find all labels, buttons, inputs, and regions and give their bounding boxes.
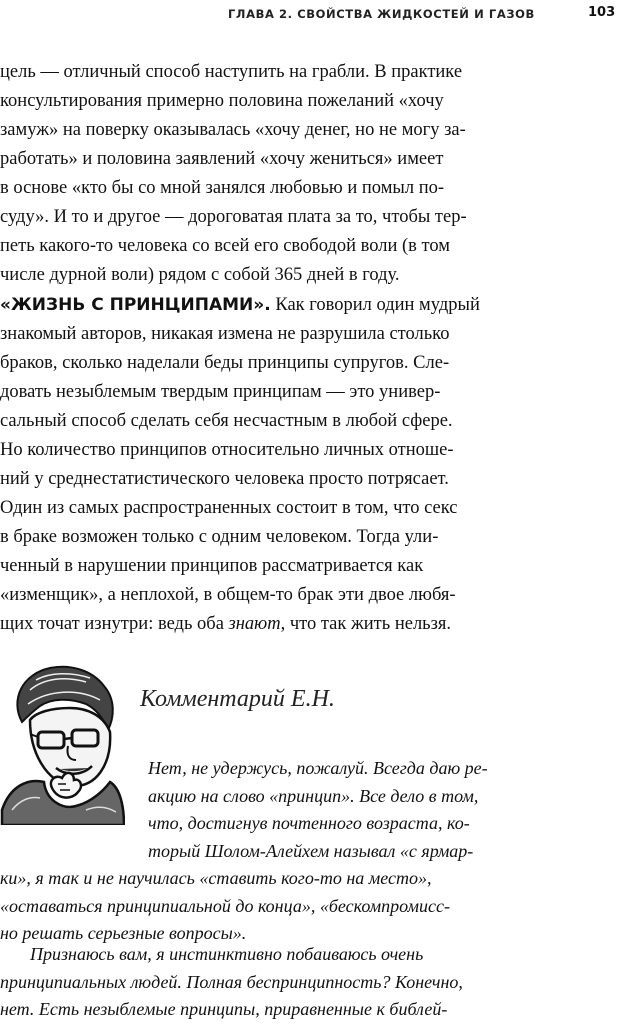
comment-paragraph-1: [0, 755, 545, 948]
comment-line: принципиальных людей. Полная беспринципность? Конечно,: [0, 971, 463, 992]
comment-heading: Комментарий Е.Н.: [140, 686, 335, 712]
comment-line: ки», я так и не научилась «ставить кого-то на место»,: [0, 868, 432, 888]
page-number: 103: [588, 5, 616, 20]
comment-line: Признаюсь вам, я инстинктивно побаиваюсь очень: [30, 944, 424, 964]
text-line: «изменщик», а неплохой, в общем-то брак эти двое любя-: [0, 585, 456, 605]
text-fragment: щих точат изнутри: ведь оба: [0, 614, 229, 634]
paragraph-1: [0, 58, 545, 290]
text-line: консультирования примерно половина пожеланий «хочу: [0, 91, 444, 111]
comment-line: «оставаться принципиальной до конца», «бескомпромисс-: [0, 895, 450, 916]
text-line: в основе «кто бы со мной занялся любовью и помыл по-: [0, 178, 445, 198]
text-line: [0, 291, 545, 320]
text-line: ченный в нарушении принципов рассматривается как: [0, 556, 424, 576]
comment-paragraph-2: [0, 941, 545, 1024]
text-line: числе дурной воли) рядом с собой 365 дней в году.: [0, 265, 400, 285]
comment-line: что, достигнув почтенного возраста, ко-: [148, 813, 470, 833]
text-line: браков, сколько наделали беды принципы супругов. Сле-: [0, 353, 450, 373]
comment-line: нет. Есть незыблемые принципы, приравненные к библей-: [0, 999, 448, 1019]
text-line: цель — отличный способ наступить на грабли. В практике: [0, 62, 463, 82]
text-line: в браке возможен только с одним человеком. Тогда ули-: [0, 527, 439, 547]
text-fragment: Как говорил один мудрый: [270, 295, 480, 315]
comment-line: акцию на слово «принцип». Все дело в том,: [148, 785, 479, 806]
chapter-title: ГЛАВА 2. СВОЙСТВА ЖИДКОСТЕЙ И ГАЗОВ: [228, 7, 535, 21]
paragraph-2: [0, 291, 545, 639]
text-line: петь какого-то человека со всей его свободой воли (в том: [0, 236, 450, 256]
text-fragment: , что так жить нельзя.: [280, 614, 452, 634]
text-line: работать» и половина заявлений «хочу жениться» имеет: [0, 149, 444, 169]
text-line: довать незыблемым твердым принципам — это универ-: [0, 382, 441, 402]
running-head: [0, 4, 620, 24]
text-line: Но количество принципов относительно личных отноше-: [0, 440, 454, 460]
comment-line: торый Шолом-Алейхем называл «с ярмар-: [148, 840, 474, 861]
text-line: замуж» на поверку оказывалась «хочу денег, но не могу за-: [0, 120, 466, 140]
comment-line: Нет, не удержусь, пожалуй. Всегда даю ре-: [148, 758, 488, 778]
emphasis-word: знают: [228, 614, 281, 634]
section-lead-heading: «ЖИЗНЬ С ПРИНЦИПАМИ».: [0, 295, 271, 315]
text-line: ний у среднестатистического человека просто потрясает.: [0, 469, 449, 489]
text-line: [0, 610, 545, 639]
text-line: суду». И то и другое — дороговатая плата за то, чтобы тер-: [0, 207, 467, 227]
comment-line: но решать серьезные вопросы».: [0, 923, 247, 943]
text-line: знакомый авторов, никакая измена не разрушила столько: [0, 324, 450, 344]
text-line: сальный способ сделать себя несчастным в любой сфере.: [0, 411, 453, 431]
text-line: Один из самых распространенных состоит в том, что секс: [0, 498, 458, 518]
